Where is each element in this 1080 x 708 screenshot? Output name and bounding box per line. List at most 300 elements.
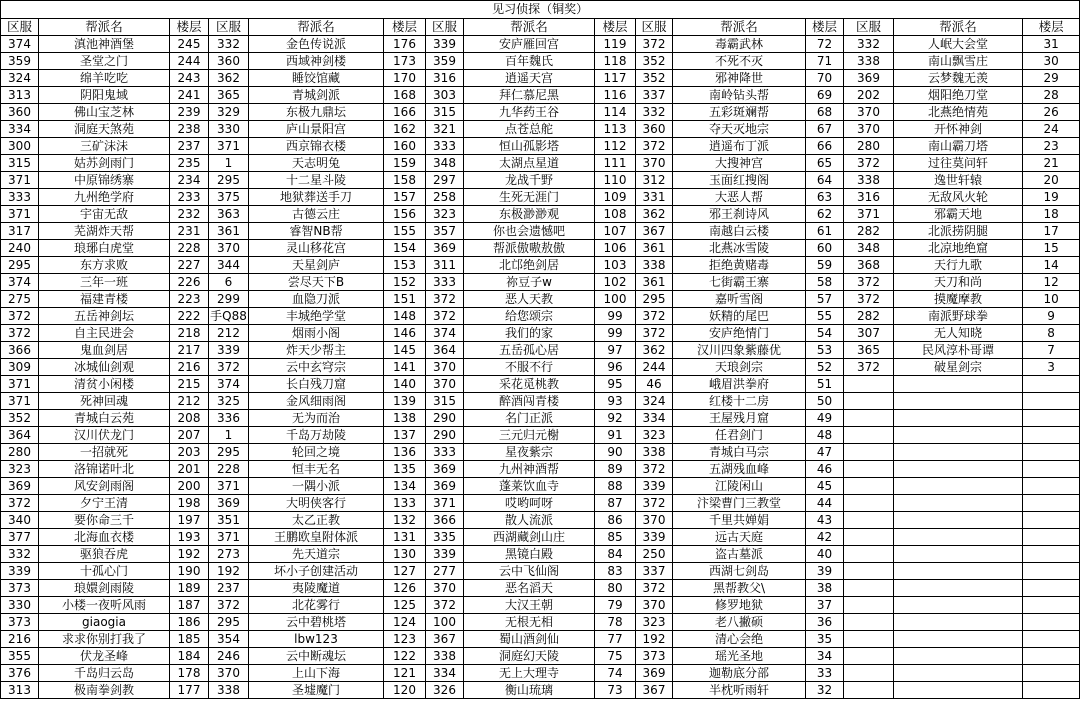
floor-cell: 102: [595, 274, 636, 291]
guild-name-cell: 恒山孤影塔: [464, 138, 595, 155]
server-cell: 330: [1, 597, 39, 614]
floor-cell: [1023, 682, 1080, 699]
table-row: [1, 53, 1080, 70]
floor-cell: 19: [1023, 189, 1080, 206]
floor-cell: 58: [806, 274, 844, 291]
server-cell: 297: [426, 172, 464, 189]
guild-name-cell: 天行九歌: [894, 257, 1023, 274]
table-title: 见习侦探（铜奖）: [1, 1, 1080, 19]
table-row: [1, 104, 1080, 121]
floor-cell: [1023, 597, 1080, 614]
guild-name-cell: [894, 529, 1023, 546]
table-row: [1, 172, 1080, 189]
server-cell: 280: [1, 444, 39, 461]
server-cell: [844, 478, 894, 495]
guild-name-cell: 七街霸王寨: [673, 274, 806, 291]
floor-cell: 32: [806, 682, 844, 699]
floor-cell: 151: [384, 291, 426, 308]
server-cell: 237: [209, 580, 249, 597]
server-cell: 337: [636, 87, 673, 104]
floor-cell: [1023, 580, 1080, 597]
server-cell: 374: [426, 325, 464, 342]
guild-name-cell: [894, 478, 1023, 495]
server-cell: 280: [844, 138, 894, 155]
server-cell: 371: [1, 172, 39, 189]
server-cell: 329: [209, 104, 249, 121]
server-cell: 282: [844, 223, 894, 240]
guild-name-cell: 滇池神酒堡: [39, 36, 170, 53]
floor-cell: 48: [806, 427, 844, 444]
server-cell: [844, 495, 894, 512]
server-cell: 359: [426, 53, 464, 70]
server-cell: 315: [426, 104, 464, 121]
server-cell: 315: [1, 155, 39, 172]
floor-cell: 177: [170, 682, 209, 699]
server-cell: [844, 512, 894, 529]
table-row: [1, 189, 1080, 206]
guild-name-cell: 冰城仙剑观: [39, 359, 170, 376]
server-cell: 282: [844, 308, 894, 325]
floor-cell: 193: [170, 529, 209, 546]
floor-cell: 159: [384, 155, 426, 172]
guild-name-cell: 一招就死: [39, 444, 170, 461]
guild-name-cell: 自主民进会: [39, 325, 170, 342]
guild-name-cell: 恶人天教: [464, 291, 595, 308]
floor-cell: 231: [170, 223, 209, 240]
guild-name-cell: 点苍总舵: [464, 121, 595, 138]
floor-cell: 223: [170, 291, 209, 308]
table-row: [1, 359, 1080, 376]
guild-name-cell: 青城剑派: [249, 87, 384, 104]
guild-name-cell: 逍遥布丁派: [673, 138, 806, 155]
header-floor: 楼层: [1023, 19, 1080, 36]
server-cell: 323: [1, 461, 39, 478]
table-row: [1, 274, 1080, 291]
guild-name-cell: 佛山宝芝林: [39, 104, 170, 121]
floor-cell: 89: [595, 461, 636, 478]
guild-name-cell: 江陵闲山: [673, 478, 806, 495]
table-row: [1, 36, 1080, 53]
floor-cell: 95: [595, 376, 636, 393]
floor-cell: 12: [1023, 274, 1080, 291]
guild-name-cell: 衡山琉璃: [464, 682, 595, 699]
server-cell: 362: [636, 342, 673, 359]
server-cell: 364: [1, 427, 39, 444]
floor-cell: 78: [595, 614, 636, 631]
guild-name-cell: 恶名滔天: [464, 580, 595, 597]
floor-cell: 156: [384, 206, 426, 223]
header-guild-name: 帮派名: [464, 19, 595, 36]
server-cell: 369: [426, 478, 464, 495]
floor-cell: 227: [170, 257, 209, 274]
floor-cell: 217: [170, 342, 209, 359]
server-cell: 334: [426, 665, 464, 682]
floor-cell: 65: [806, 155, 844, 172]
floor-cell: 53: [806, 342, 844, 359]
server-cell: 339: [636, 529, 673, 546]
floor-cell: 153: [384, 257, 426, 274]
table-row: [1, 376, 1080, 393]
guild-name-cell: 长白残刀窟: [249, 376, 384, 393]
floor-cell: 99: [595, 308, 636, 325]
guild-name-cell: 风安剑雨阁: [39, 478, 170, 495]
floor-cell: 108: [595, 206, 636, 223]
server-cell: 372: [636, 461, 673, 478]
server-cell: 357: [426, 223, 464, 240]
floor-cell: [1023, 495, 1080, 512]
server-cell: 295: [636, 291, 673, 308]
server-cell: 300: [1, 138, 39, 155]
table-row: [1, 410, 1080, 427]
server-cell: 332: [209, 36, 249, 53]
floor-cell: 85: [595, 529, 636, 546]
header-floor: 楼层: [595, 19, 636, 36]
floor-cell: 62: [806, 206, 844, 223]
table-row: [1, 665, 1080, 682]
server-cell: 228: [209, 461, 249, 478]
server-cell: 365: [209, 87, 249, 104]
server-cell: 370: [209, 665, 249, 682]
server-cell: 311: [426, 257, 464, 274]
server-cell: 344: [209, 257, 249, 274]
floor-cell: 100: [595, 291, 636, 308]
floor-cell: 114: [595, 104, 636, 121]
guild-name-cell: 庐山景阳宫: [249, 121, 384, 138]
floor-cell: 18: [1023, 206, 1080, 223]
server-cell: 299: [209, 291, 249, 308]
floor-cell: 166: [384, 104, 426, 121]
guild-name-cell: 大汉王朝: [464, 597, 595, 614]
table-row: [1, 631, 1080, 648]
floor-cell: [1023, 444, 1080, 461]
server-cell: 338: [844, 53, 894, 70]
server-cell: 348: [844, 240, 894, 257]
floor-cell: [1023, 529, 1080, 546]
guild-name-cell: 峨眉洪拳府: [673, 376, 806, 393]
server-cell: 372: [1, 308, 39, 325]
floor-cell: [1023, 631, 1080, 648]
floor-cell: 21: [1023, 155, 1080, 172]
guild-name-cell: [894, 444, 1023, 461]
guild-name-cell: 圣堂之门: [39, 53, 170, 70]
server-cell: 手Q88: [210, 309, 247, 323]
server-cell: 360: [636, 121, 673, 138]
floor-cell: 170: [384, 70, 426, 87]
floor-cell: 139: [384, 393, 426, 410]
guild-name-cell: 逸世轩辕: [894, 172, 1023, 189]
guild-name-cell: 金色传说派: [249, 36, 384, 53]
floor-cell: 140: [384, 376, 426, 393]
server-cell: 372: [636, 495, 673, 512]
server-cell: 46: [636, 376, 673, 393]
floor-cell: 84: [595, 546, 636, 563]
server-cell: 369: [636, 665, 673, 682]
guild-name-cell: 生死无涯门: [464, 189, 595, 206]
floor-cell: 234: [170, 172, 209, 189]
server-cell: 332: [844, 36, 894, 53]
server-cell: 339: [1, 563, 39, 580]
floor-cell: 63: [806, 189, 844, 206]
server-cell: [844, 444, 894, 461]
server-cell: 372: [844, 359, 894, 376]
table-row: [1, 291, 1080, 308]
server-cell: 368: [844, 257, 894, 274]
floor-cell: 116: [595, 87, 636, 104]
table-row: [1, 155, 1080, 172]
guild-name-cell: 福建青楼: [39, 291, 170, 308]
floor-cell: [1023, 512, 1080, 529]
guild-name-cell: 星夜紫宗: [464, 444, 595, 461]
table-row: [1, 614, 1080, 631]
guild-name-cell: 琅琊白虎堂: [39, 240, 170, 257]
floor-cell: 23: [1023, 138, 1080, 155]
floor-cell: 241: [170, 87, 209, 104]
guild-name-cell: 西京锦衣楼: [249, 138, 384, 155]
guild-name-cell: 极南拳剑教: [39, 682, 170, 699]
floor-cell: 192: [170, 546, 209, 563]
guild-name-cell: 醉酒闯青楼: [464, 393, 595, 410]
floor-cell: 117: [595, 70, 636, 87]
guild-name-cell: 死神回魂: [39, 393, 170, 410]
table-row: [1, 206, 1080, 223]
floor-cell: 124: [384, 614, 426, 631]
server-cell: 370: [844, 104, 894, 121]
guild-name-cell: 大明侠客行: [249, 495, 384, 512]
server-cell: 325: [209, 393, 249, 410]
guild-name-cell: 大搜神宫: [673, 155, 806, 172]
guild-name-cell: [894, 461, 1023, 478]
server-cell: 372: [636, 580, 673, 597]
guild-name-cell: 北派捞阴腿: [894, 223, 1023, 240]
server-cell: 309: [1, 359, 39, 376]
floor-cell: 122: [384, 648, 426, 665]
guild-name-cell: 采花觅桃教: [464, 376, 595, 393]
guild-name-cell: [894, 665, 1023, 682]
server-cell: 370: [426, 580, 464, 597]
server-cell: 338: [636, 257, 673, 274]
server-cell: 371: [1, 376, 39, 393]
floor-cell: 26: [1023, 104, 1080, 121]
server-cell: 372: [636, 36, 673, 53]
server-cell: 339: [636, 478, 673, 495]
floor-cell: 127: [384, 563, 426, 580]
floor-cell: 146: [384, 325, 426, 342]
floor-cell: 10: [1023, 291, 1080, 308]
server-cell: [844, 376, 894, 393]
guild-name-cell: 不服不行: [464, 359, 595, 376]
server-cell: 339: [426, 36, 464, 53]
table-row: [1, 257, 1080, 274]
server-cell: 372: [844, 274, 894, 291]
server-cell: 372: [636, 325, 673, 342]
floor-cell: 87: [595, 495, 636, 512]
floor-cell: 173: [384, 53, 426, 70]
server-cell: 362: [209, 70, 249, 87]
guild-name-cell: 南派野球拳: [894, 308, 1023, 325]
server-cell: 313: [1, 682, 39, 699]
server-cell: 295: [209, 444, 249, 461]
guild-name-cell: 九州神酒帮: [464, 461, 595, 478]
server-cell: 333: [426, 274, 464, 291]
guild-name-cell: 摸魔摩教: [894, 291, 1023, 308]
guild-name-cell: 云梦魏无羡: [894, 70, 1023, 87]
guild-name-cell: 西域神剑楼: [249, 53, 384, 70]
guild-name-cell: 要你命三千: [39, 512, 170, 529]
guild-name-cell: 我们的家: [464, 325, 595, 342]
floor-cell: 131: [384, 529, 426, 546]
guild-name-cell: 睡饺馆藏: [249, 70, 384, 87]
guild-name-cell: 清贫小闲楼: [39, 376, 170, 393]
floor-cell: [1023, 393, 1080, 410]
server-cell: 351: [209, 512, 249, 529]
guild-name-cell: 天琅剑宗: [673, 359, 806, 376]
guild-name-cell: 任君剑门: [673, 427, 806, 444]
server-cell: 1: [209, 155, 249, 172]
server-cell: [844, 648, 894, 665]
floor-cell: 216: [170, 359, 209, 376]
floor-cell: 138: [384, 410, 426, 427]
table-row: [1, 648, 1080, 665]
floor-cell: 54: [806, 325, 844, 342]
server-cell: 323: [636, 614, 673, 631]
floor-cell: 158: [384, 172, 426, 189]
server-cell: 290: [426, 410, 464, 427]
floor-cell: 61: [806, 223, 844, 240]
header-guild-name: 帮派名: [39, 19, 170, 36]
server-cell: 352: [636, 70, 673, 87]
server-cell: 339: [426, 546, 464, 563]
server-cell: 334: [636, 410, 673, 427]
server-cell: 373: [1, 580, 39, 597]
guild-name-cell: 北燕绝情苑: [894, 104, 1023, 121]
floor-cell: 42: [806, 529, 844, 546]
floor-cell: 110: [595, 172, 636, 189]
guild-name-cell: 云中飞仙阁: [464, 563, 595, 580]
guild-name-cell: 无上大理寺: [464, 665, 595, 682]
floor-cell: 67: [806, 121, 844, 138]
guild-name-cell: 汴梁曹门三教堂: [673, 495, 806, 512]
server-cell: 316: [426, 70, 464, 87]
table-row: [1, 461, 1080, 478]
guild-name-cell: 你也会遗憾吧: [464, 223, 595, 240]
guild-name-cell: 古德云庄: [249, 206, 384, 223]
server-cell: 369: [426, 240, 464, 257]
server-cell: 362: [636, 206, 673, 223]
server-cell: 258: [426, 189, 464, 206]
floor-cell: 59: [806, 257, 844, 274]
guild-name-cell: 东极渺渺观: [464, 206, 595, 223]
server-cell: 371: [209, 478, 249, 495]
floor-cell: 244: [170, 53, 209, 70]
guild-name-cell: 烟雨小阁: [249, 325, 384, 342]
server-cell: 323: [636, 427, 673, 444]
guild-name-cell: 睿智NB帮: [249, 223, 384, 240]
server-cell: 372: [426, 308, 464, 325]
guild-name-cell: 红楼十二房: [673, 393, 806, 410]
server-cell: 372: [209, 597, 249, 614]
guild-name-cell: 无人知晓: [894, 325, 1023, 342]
server-cell: 316: [844, 189, 894, 206]
header-server: 区服: [844, 19, 894, 36]
floor-cell: 189: [170, 580, 209, 597]
guild-name-cell: [894, 376, 1023, 393]
server-cell: [844, 631, 894, 648]
server-cell: 295: [1, 257, 39, 274]
server-cell: 369: [844, 70, 894, 87]
server-cell: [844, 393, 894, 410]
table-body: [1, 36, 1080, 699]
guild-name-cell: [894, 563, 1023, 580]
floor-cell: 222: [170, 308, 209, 325]
server-cell: 372: [636, 138, 673, 155]
server-cell: 354: [209, 631, 249, 648]
floor-cell: 38: [806, 580, 844, 597]
server-cell: 367: [636, 682, 673, 699]
floor-cell: 79: [595, 597, 636, 614]
floor-cell: 126: [384, 580, 426, 597]
server-cell: 313: [1, 87, 39, 104]
table-row: [1, 70, 1080, 87]
server-cell: 369: [1, 478, 39, 495]
floor-cell: [1023, 461, 1080, 478]
floor-cell: 45: [806, 478, 844, 495]
floor-cell: 83: [595, 563, 636, 580]
guild-name-cell: 阴阳鬼域: [39, 87, 170, 104]
table-row: [1, 342, 1080, 359]
guild-name-cell: 过往莫问轩: [894, 155, 1023, 172]
server-cell: 212: [209, 325, 249, 342]
floor-cell: 106: [595, 240, 636, 257]
server-cell: 355: [1, 648, 39, 665]
floor-cell: [1023, 648, 1080, 665]
floor-cell: 148: [384, 308, 426, 325]
table-row: [1, 121, 1080, 138]
floor-cell: 232: [170, 206, 209, 223]
server-cell: 352: [1, 410, 39, 427]
guild-name-cell: 云中玄穹宗: [249, 359, 384, 376]
server-cell: 323: [426, 206, 464, 223]
guild-name-cell: 坏小子创建活动: [249, 563, 384, 580]
floor-cell: [1023, 563, 1080, 580]
server-cell: 275: [1, 291, 39, 308]
floor-cell: 168: [384, 87, 426, 104]
floor-cell: 75: [595, 648, 636, 665]
floor-cell: 36: [806, 614, 844, 631]
guild-name-cell: 北邙绝剑居: [464, 257, 595, 274]
server-cell: 337: [636, 563, 673, 580]
floor-cell: 178: [170, 665, 209, 682]
floor-cell: 137: [384, 427, 426, 444]
guild-name-cell: 拒绝黄赌毒: [673, 257, 806, 274]
server-cell: 370: [636, 512, 673, 529]
guild-name-cell: 东方求败: [39, 257, 170, 274]
guild-name-cell: [894, 427, 1023, 444]
guild-name-cell: 天志明兔: [249, 155, 384, 172]
server-cell: [844, 614, 894, 631]
floor-cell: 141: [384, 359, 426, 376]
floor-cell: 203: [170, 444, 209, 461]
server-cell: 295: [209, 172, 249, 189]
guild-name-cell: 东极九鼎坛: [249, 104, 384, 121]
table-row: [1, 563, 1080, 580]
floor-cell: 91: [595, 427, 636, 444]
server-cell: 372: [844, 291, 894, 308]
header-server: 区服: [426, 19, 464, 36]
server-cell: 273: [209, 546, 249, 563]
floor-cell: 77: [595, 631, 636, 648]
floor-cell: 157: [384, 189, 426, 206]
floor-cell: 133: [384, 495, 426, 512]
